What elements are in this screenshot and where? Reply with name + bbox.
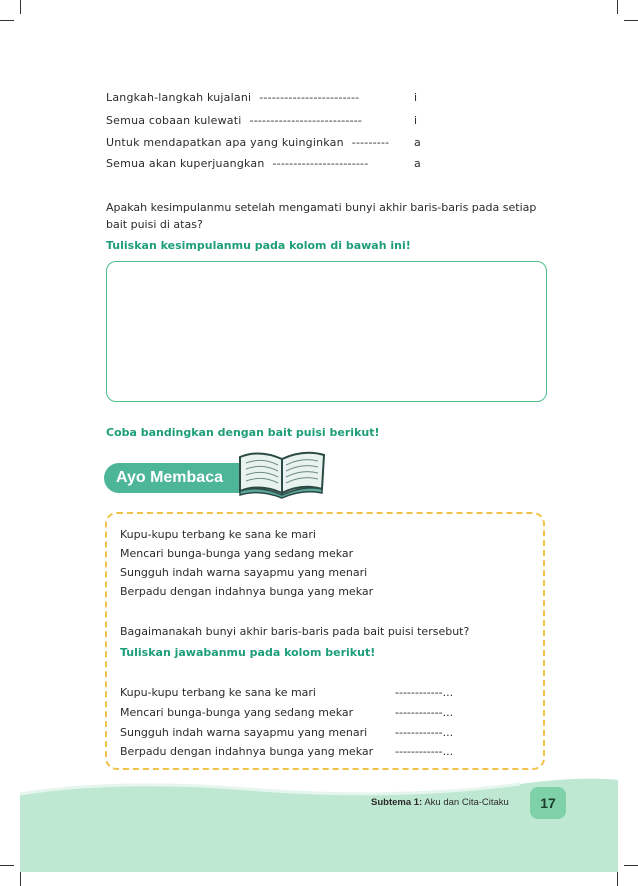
poem-line-1 bbox=[106, 91, 418, 104]
line-dashes: --------------------------- bbox=[249, 114, 363, 127]
crop-mark bbox=[617, 0, 618, 14]
crop-mark bbox=[20, 0, 21, 14]
poem-line: Kupu-kupu terbang ke sana ke mari bbox=[120, 528, 316, 541]
crop-mark bbox=[0, 20, 14, 21]
answer-blank[interactable]: ------------... bbox=[395, 686, 454, 699]
line-end: a bbox=[414, 136, 421, 149]
answer-blank[interactable]: ------------... bbox=[395, 726, 454, 739]
line-end: a bbox=[414, 157, 421, 170]
line-text: Semua cobaan kulewati bbox=[106, 114, 242, 127]
answer-line-text: Sungguh indah warna sayapmu yang menari bbox=[120, 726, 368, 739]
conclusion-answer-box[interactable] bbox=[106, 261, 547, 402]
line-dashes: --------- bbox=[351, 136, 390, 149]
page-number: 17 bbox=[530, 787, 566, 819]
poem-line: Sungguh indah warna sayapmu yang menari bbox=[120, 566, 368, 579]
subtema-title: Aku dan Cita-Citaku bbox=[424, 797, 509, 808]
line-end: i bbox=[414, 114, 418, 127]
ayo-membaca-badge: Ayo Membaca bbox=[104, 463, 244, 493]
line-text: Langkah-langkah kujalani bbox=[106, 91, 252, 104]
poem-line-4 bbox=[106, 157, 421, 170]
answer-line-text: Kupu-kupu terbang ke sana ke mari bbox=[120, 686, 316, 699]
crop-mark bbox=[624, 20, 638, 21]
poem-line-3 bbox=[106, 136, 421, 149]
question-conclusion: Apakah kesimpulanmu setelah mengamati bunyi akhir baris-baris pada setiap bait puisi di atas? bbox=[106, 201, 537, 231]
line-end: i bbox=[414, 91, 418, 104]
poem-line: Mencari bunga-bunga yang sedang mekar bbox=[120, 547, 354, 560]
instruction-answer: Tuliskan jawabanmu pada kolom berikut! bbox=[120, 646, 376, 659]
subtema-label: Subtema 1: bbox=[371, 797, 423, 808]
footer-subtema bbox=[371, 797, 509, 808]
answer-line-text: Mencari bunga-bunga yang sedang mekar bbox=[120, 706, 354, 719]
line-dashes: ------------------------ bbox=[259, 91, 360, 104]
answer-blank[interactable]: ------------... bbox=[395, 706, 454, 719]
poem-line-2 bbox=[106, 114, 418, 127]
question-sound: Bagaimanakah bunyi akhir baris-baris pada bait puisi tersebut? bbox=[120, 625, 470, 638]
line-text: Untuk mendapatkan apa yang kuinginkan bbox=[106, 136, 344, 149]
answer-line-text: Berpadu dengan indahnya bunga yang mekar bbox=[120, 745, 374, 758]
instruction-conclusion: Tuliskan kesimpulanmu pada kolom di bawah ini! bbox=[106, 239, 411, 252]
line-text: Semua akan kuperjuangkan bbox=[106, 157, 265, 170]
line-dashes: ----------------------- bbox=[272, 157, 369, 170]
open-book-icon bbox=[236, 447, 328, 499]
compare-instruction: Coba bandingkan dengan bait puisi berikut! bbox=[106, 426, 380, 439]
answer-blank[interactable]: ------------... bbox=[395, 745, 454, 758]
poem-line: Berpadu dengan indahnya bunga yang mekar bbox=[120, 585, 374, 598]
